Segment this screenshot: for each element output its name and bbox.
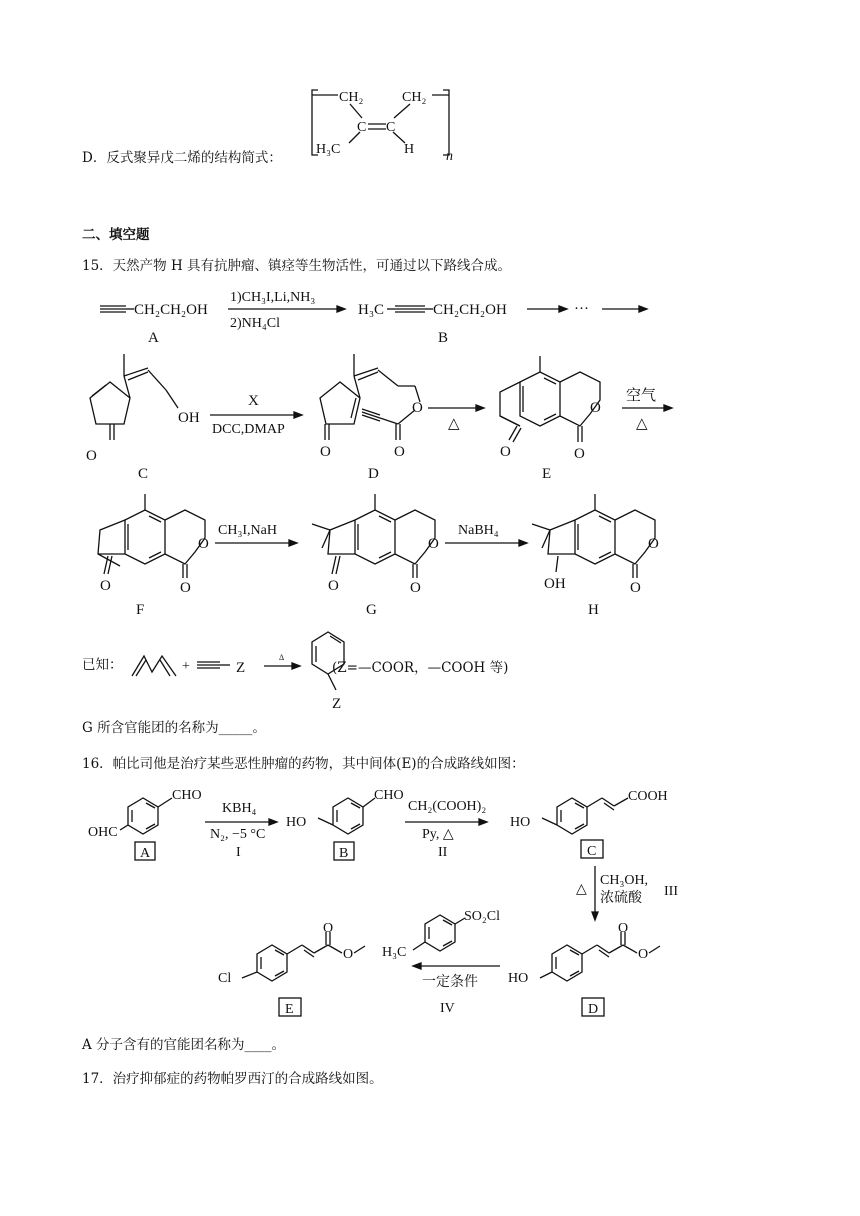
plus-sign: + (182, 659, 190, 674)
q15-row1 (100, 290, 647, 346)
label-e: E (542, 466, 552, 482)
f-ring-o: O (198, 536, 209, 552)
e-ring-o: O (590, 400, 601, 416)
step-iii-cond: 浓硫酸 (600, 891, 642, 906)
q15-row3 (98, 494, 659, 618)
atom-c2: C (386, 120, 396, 135)
label-h: H (588, 602, 599, 618)
cond-1: 1)CH₃I,Li,NH₃ (230, 290, 316, 305)
h-carbonyl-o: O (630, 580, 641, 596)
step-ii-reagent: CH₂(COOH)₂ (408, 799, 487, 814)
c-cooh: COOH (628, 789, 668, 804)
f-o: O (100, 578, 111, 594)
heat-2: △ (636, 416, 648, 432)
compound-a-formula: CH₂CH₂OH (134, 302, 208, 318)
d-carbonyl-o: O (618, 921, 629, 936)
box-c: C (587, 844, 597, 859)
a-cho: CHO (172, 788, 202, 803)
repeat-n: n (446, 149, 453, 164)
label-g: G (366, 602, 377, 618)
heat-1: △ (448, 416, 460, 432)
q16-stem: 16．帕比司他是治疗某些恶性肿瘤的药物，其中间体(E)的合成路线如图： (82, 756, 525, 772)
step-ii: II (438, 845, 448, 860)
label-c: C (138, 466, 149, 482)
z-product: Z (332, 696, 342, 712)
dcc-dmap: DCC,DMAP (212, 422, 285, 437)
q17-stem: 17．治疗抑郁症的药物帕罗西汀的合成路线如图。 (82, 1071, 383, 1087)
step-iii-reagent: CH₃OH, (600, 873, 649, 888)
q16-scheme (88, 788, 678, 1017)
d-ester-o: O (412, 400, 423, 416)
q16-question: A 分子含有的官能团名称为____。 (82, 1037, 286, 1053)
b-ho: HO (286, 815, 307, 830)
delta: Δ (279, 653, 285, 662)
h-oh: OH (544, 576, 566, 592)
step-i-reagent: KBH₄ (222, 801, 257, 816)
step-iii: III (664, 884, 678, 899)
reagent-air: 空气 (626, 388, 657, 404)
reagent-nabh4: NaBH₄ (458, 523, 499, 538)
step-i-cond: N₂, −5 °C (210, 827, 266, 842)
cond-2: 2)NH₄Cl (230, 316, 280, 331)
step-iv: IV (440, 1001, 455, 1016)
box-d: D (588, 1002, 599, 1017)
a-ohc: OHC (88, 825, 118, 840)
q15-known-note: (Z=—COOR，—COOH 等) (332, 660, 509, 676)
step-ii-cond: Py, △ (422, 827, 454, 842)
h3c-group: H₃C (316, 142, 341, 157)
section-title: 二、填空题 (82, 227, 150, 243)
step-iii-heat: △ (576, 882, 587, 897)
g-carbonyl-o: O (410, 580, 421, 596)
box-a: A (140, 846, 151, 861)
polyisoprene-structure (312, 90, 453, 164)
d-ho: HO (508, 971, 529, 986)
b-cho: CHO (374, 788, 404, 803)
atom-c1: C (357, 120, 367, 135)
q15-question: G 所含官能团的名称为_____。 (82, 720, 266, 736)
reagent-ch3i: CH₃I,NaH (218, 523, 277, 538)
d-ester-o: O (638, 947, 649, 962)
c-oh: OH (178, 410, 200, 426)
c-ho: HO (510, 815, 531, 830)
d-o: O (320, 444, 331, 460)
dots: ··· (574, 301, 589, 317)
ch2-right: CH₂ (402, 90, 427, 105)
q15-known-prefix: 已知： (82, 657, 123, 673)
e-carbonyl-o: O (574, 446, 585, 462)
h-atom: H (404, 142, 415, 157)
g-o: O (328, 578, 339, 594)
q15-row2 (86, 354, 672, 482)
reagent-x: X (248, 393, 259, 409)
known-reaction (132, 632, 344, 712)
e-cl: Cl (218, 971, 232, 986)
b-h3c: H₃C (358, 302, 385, 318)
label-a: A (148, 330, 159, 346)
q15-stem: 15．天然产物 H 具有抗肿瘤、镇痉等生物活性，可通过以下路线合成。 (82, 258, 512, 274)
h-ring-o: O (648, 536, 659, 552)
e-ester-o: O (343, 947, 354, 962)
box-e: E (285, 1002, 294, 1017)
ch2-left: CH₂ (339, 90, 364, 105)
compound-b-formula: CH₂CH₂OH (433, 302, 507, 318)
option-d-text: D．反式聚异戊二烯的结构简式： (82, 150, 282, 166)
label-d: D (368, 466, 379, 482)
f-carbonyl-o: O (180, 580, 191, 596)
g-ring-o: O (428, 536, 439, 552)
z-reactant: Z (236, 660, 246, 676)
e-o: O (500, 444, 511, 460)
label-f: F (136, 602, 145, 618)
step-iv-reagent: SO₂Cl (464, 909, 501, 924)
label-b: B (438, 330, 449, 346)
d-carbonyl-o: O (394, 444, 405, 460)
step-i: I (236, 845, 241, 860)
c-o: O (86, 448, 97, 464)
box-b: B (339, 846, 349, 861)
step-iv-cond: 一定条件 (422, 975, 478, 990)
step-iv-h3c: H₃C (382, 945, 407, 960)
e-carbonyl-o: O (323, 921, 334, 936)
